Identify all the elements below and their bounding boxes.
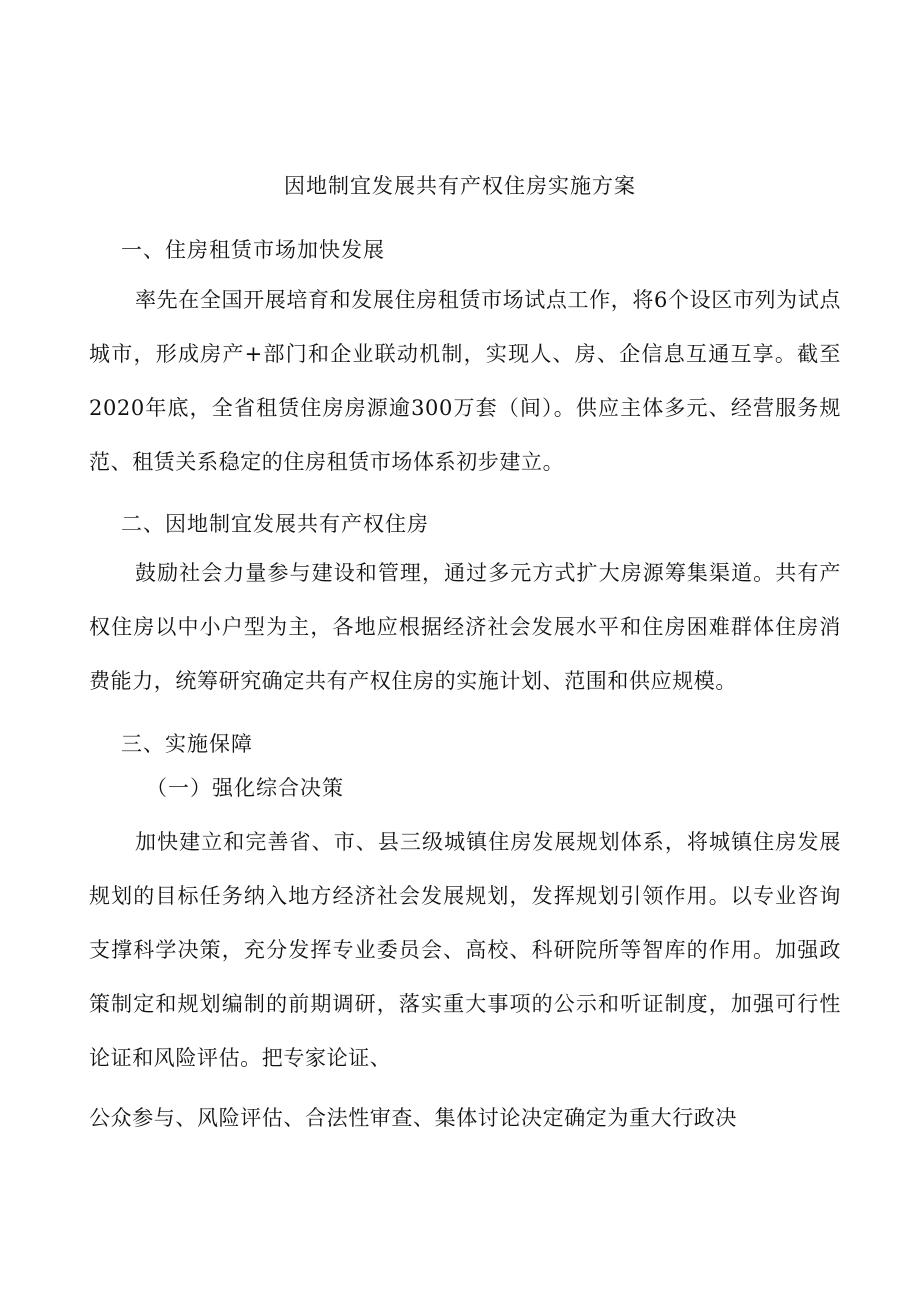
- section-1-paragraph: 率先在全国开展培育和发展住房租赁市场试点工作，将6个设区市列为试点城市，形成房产+部门和企业联动机制，实现人、房、企信息互通互享。截至2020年底，全省租赁住房房源逾300万套（间）。供应主体多元、经营服务规范、租赁关系稳定的住房租赁市场体系初步建立。: [89, 288, 841, 474]
- document-title: 因地制宜发展共有产权住房实施方案: [284, 174, 636, 198]
- section-3-paragraph: 加快建立和完善省、市、县三级城镇住房发展规划体系，将城镇住房发展规划的目标任务纳入地方经济社会发展规划，发挥规划引领作用。以专业咨询支撑科学决策，充分发挥专业委员会、高校、科研院所等智库的作用。加强政策制定和规划编制的前期调研，落实重大事项的公示和听证制度，加强可行性论证和风险评估。把专家论证、: [89, 830, 841, 1070]
- section-2-heading: 二、因地制宜发展共有产权住房: [121, 512, 429, 536]
- section-1-heading: 一、住房租赁市场加快发展: [121, 238, 385, 262]
- section-3-heading: 三、实施保障: [121, 732, 253, 756]
- section-3-subheading: （一）强化综合决策: [146, 776, 344, 800]
- section-3-continuation: 公众参与、风险评估、合法性审查、集体讨论决定确定为重大行政决: [89, 1106, 737, 1130]
- section-2-paragraph: 鼓励社会力量参与建设和管理，通过多元方式扩大房源筹集渠道。共有产权住房以中小户型为主，各地应根据经济社会发展水平和住房困难群体住房消费能力，统筹研究确定共有产权住房的实施计划、范围和供应规模。: [89, 561, 841, 693]
